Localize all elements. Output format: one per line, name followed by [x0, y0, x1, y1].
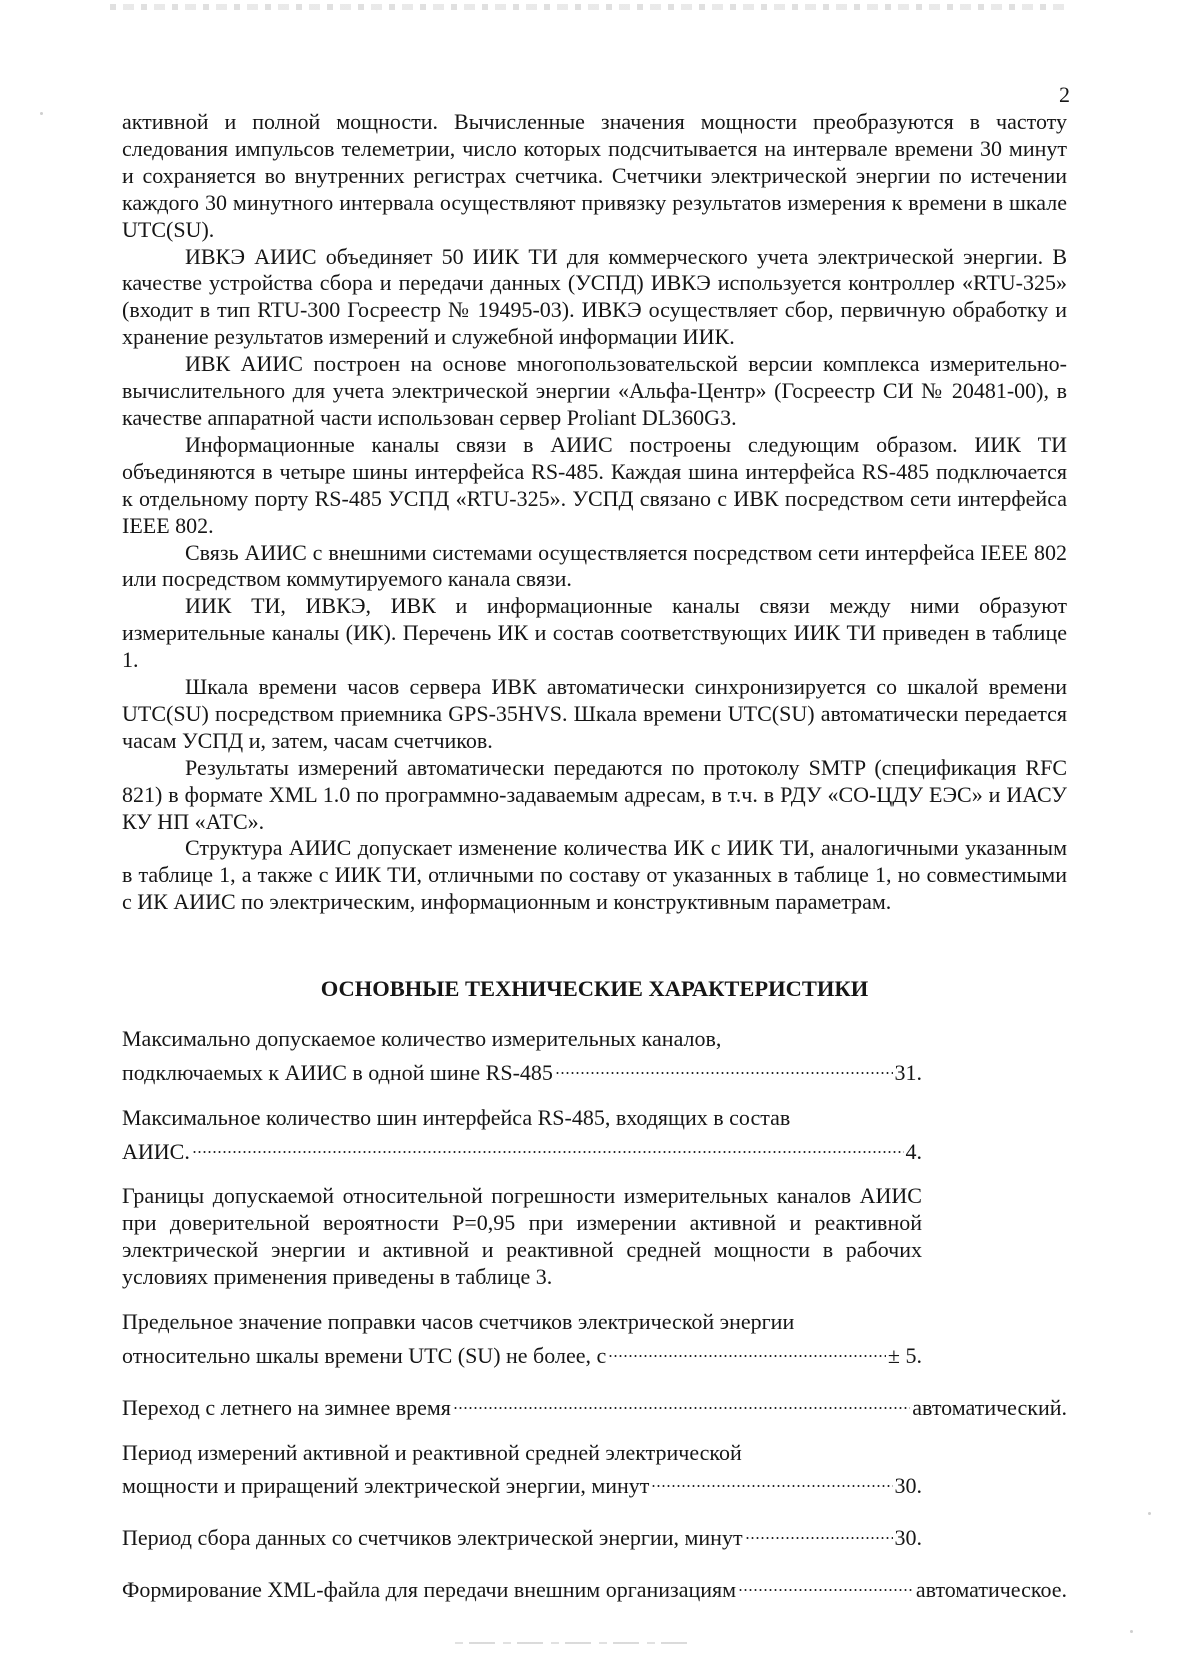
- spec-leader-line: [122, 1466, 922, 1500]
- paragraph: Информационные каналы связи в АИИС построены следующим образом. ИИК ТИ объединяются в четыре шины интерфейса RS-485. Каждая шина интерфейса RS-485 подключается к отдельному порту RS-485 УСПД «RTU-325». УСПД связано с ИВК посредством сети интерфейса IEEE 802.: [122, 431, 1067, 538]
- spec-item-dst-switch: [122, 1388, 1067, 1422]
- spec-text: Период измерений активной и реактивной средней электрической: [122, 1439, 742, 1465]
- spec-value: автоматическое.: [915, 1576, 1067, 1602]
- paragraph: ИВКЭ АИИС объединяет 50 ИИК ТИ для коммерческого учета электрической энергии. В качестве устройства сбора и передачи данных (УСПД) ИВКЭ используется контроллер «RTU-325» (входит в тип RTU-300 Госреестр № 19495-03). ИВКЭ осуществляет сбор, первичную обработку и хранение результатов измерений и служебной информации ИИК.: [122, 243, 1067, 350]
- dot-leader: [192, 1132, 904, 1159]
- paragraph: ИВК АИИС построен на основе многопользовательской версии комплекса измерительно-вычислительного для учета электрической энергии «Альфа-Центр» (Госреестр СИ № 20481-00), в качестве аппаратной части использован сервер Proliant DL360G3.: [122, 351, 1067, 430]
- spec-item-collection-period: [122, 1518, 922, 1552]
- spec-value: 30.: [894, 1525, 922, 1551]
- paragraph: активной и полной мощности. Вычисленные значения мощности преобразуются в частоту следования импульсов телеметрии, число которых подсчитывается на интервале времени 30 минут и сохраняется во внутренних регистрах счетчика. Счетчики электрической энергии по истечении каждого 30 минутного интервала осуществляют привязку результатов измерения к времени в шкале UTC(SU).: [122, 109, 1067, 242]
- spec-item-xml-generation: [122, 1570, 1067, 1604]
- section-title: ОСНОВНЫЕ ТЕХНИЧЕСКИЕ ХАРАКТЕРИСТИКИ: [320, 976, 869, 1001]
- spec-label: Формирование XML-файла для передачи внешним организациям: [122, 1576, 737, 1602]
- spec-label: АИИС.: [122, 1138, 190, 1164]
- paragraph: Результаты измерений автоматически передаются по протоколу SMTP (спецификация RFC 821) в формате XML 1.0 по программно-задаваемым адресам, в т.ч. в РДУ «СО-ЦДУ ЕЭС» и ИАСУ КУ НП «АТС».: [122, 754, 1067, 834]
- dot-leader: [608, 1336, 886, 1363]
- scan-speck: [1130, 1630, 1133, 1633]
- spec-value: ± 5.: [887, 1342, 922, 1368]
- spec-label: Переход с летнего на зимнее время: [122, 1394, 451, 1420]
- spec-item-max-channels: [122, 1026, 922, 1087]
- scan-speck: [40, 112, 43, 115]
- page-number: 2: [1059, 82, 1070, 107]
- dot-leader: [555, 1053, 893, 1080]
- spec-leader-line: [122, 1053, 922, 1087]
- spec-text: Максимально допускаемое количество измерительных каналов,: [122, 1026, 722, 1051]
- paragraph: ИИК ТИ, ИВКЭ, ИВК и информационные каналы связи между ними образуют измерительные каналы (ИК). Перечень ИК и состав соответствующих ИИК ТИ приведен в таблице 1.: [122, 593, 1067, 673]
- paragraph: Связь АИИС с внешними системами осуществляется посредством сети интерфейса IEEE 802 или посредством коммутируемого канала связи.: [122, 539, 1067, 592]
- spec-value: 31.: [894, 1059, 922, 1085]
- scan-artifact-top: [110, 4, 1070, 10]
- scan-speck: [1148, 1512, 1151, 1515]
- spec-leader-line: [122, 1132, 922, 1166]
- spec-value: автоматический.: [912, 1394, 1067, 1420]
- paragraph: Структура АИИС допускает изменение количества ИК с ИИК ТИ, аналогичными указанным в таблице 1, а также с ИИК ТИ, отличными по составу от указанных в таблице 1, но совместимыми с ИК АИИС по электрическим, информационным и конструктивным параметрам.: [122, 835, 1067, 915]
- spec-value: 4.: [905, 1138, 922, 1164]
- spec-leader-line: [122, 1518, 922, 1552]
- spec-text: Максимальное количество шин интерфейса RS-485, входящих в состав: [122, 1104, 791, 1130]
- dot-leader: [453, 1388, 910, 1415]
- body-text: [122, 109, 1067, 916]
- scan-artifact-bottom: [455, 1642, 690, 1644]
- spec-label: Период сбора данных со счетчиков электрической энергии, минут: [122, 1525, 743, 1551]
- spec-leader-line: [122, 1336, 922, 1370]
- dot-leader: [738, 1570, 914, 1597]
- spec-item-error-limits: [122, 1183, 922, 1291]
- spec-list: [122, 1026, 1077, 1622]
- spec-text: Границы допускаемой относительной погрешности измерительных каналов АИИС при доверительной вероятности Р=0,95 при измерении активной и реактивной электрической энергии и активной и реактивной средней мощности в рабочих условиях применения приведены в таблице 3.: [122, 1183, 922, 1290]
- paragraph: Шкала времени часов сервера ИВК автоматически синхронизируется со шкалой времени UTC(SU) посредством приемника GPS-35HVS. Шкала времени UTC(SU) автоматически передается часам УСПД и, затем, часам счетчиков.: [122, 674, 1067, 753]
- spec-item-measurement-period: [122, 1440, 922, 1501]
- spec-text: Предельное значение поправки часов счетчиков электрической энергии: [122, 1309, 795, 1335]
- spec-label: подключаемых к АИИС в одной шине RS-485: [122, 1059, 553, 1085]
- spec-leader-line: [122, 1388, 1067, 1422]
- spec-value: 30.: [894, 1473, 922, 1499]
- spec-label: относительно шкалы времени UTC (SU) не более, с: [122, 1342, 607, 1368]
- spec-item-bus-count: [122, 1105, 922, 1166]
- spec-label: мощности и приращений электрической энергии, минут: [122, 1473, 650, 1499]
- spec-leader-line: [122, 1570, 1067, 1604]
- spec-item-clock-correction: [122, 1309, 922, 1370]
- dot-leader: [651, 1466, 892, 1493]
- dot-leader: [745, 1518, 893, 1545]
